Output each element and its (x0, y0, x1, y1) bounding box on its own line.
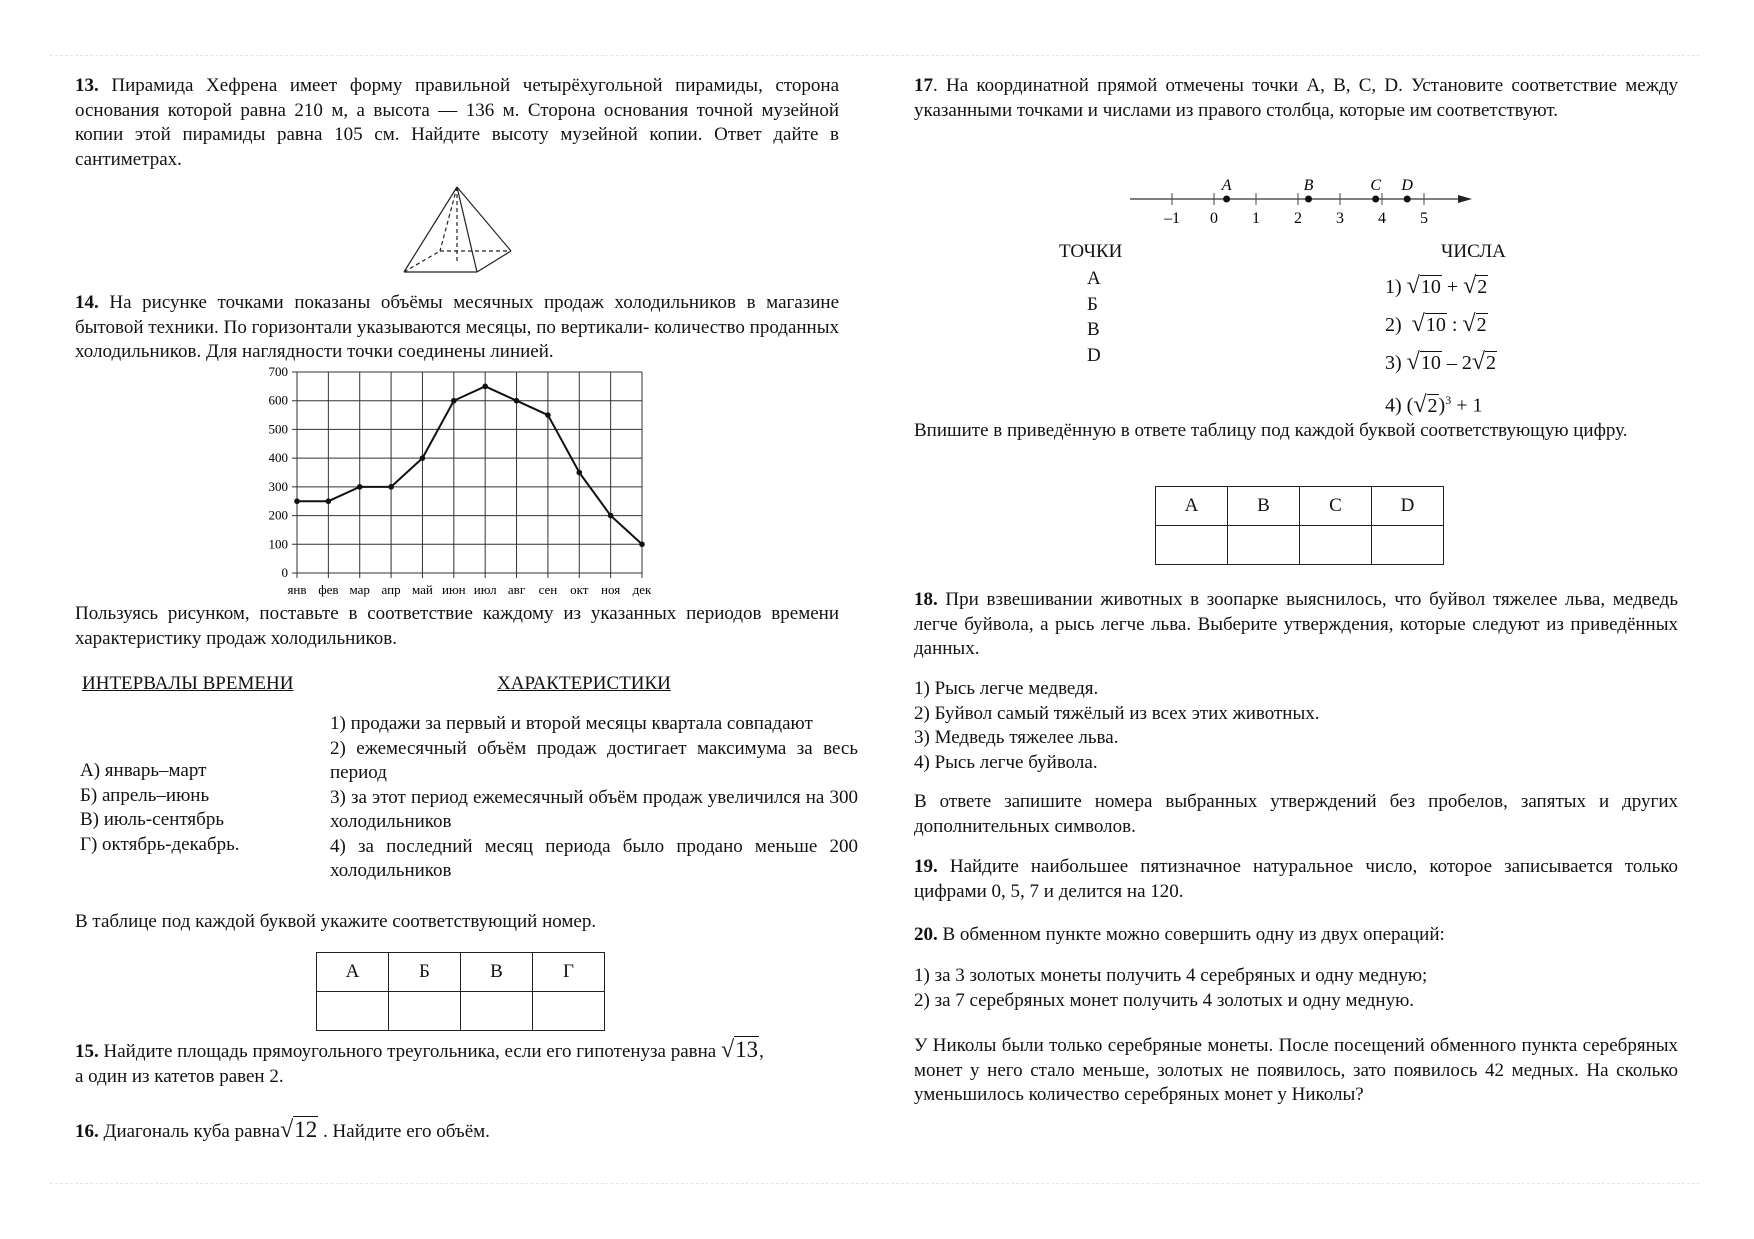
y-tick-label: 200 (268, 507, 288, 523)
table-header: Г (533, 953, 605, 992)
page-edge-bottom (50, 1183, 1700, 1184)
data-point (420, 455, 426, 461)
statement-option: 4) Рысь легче буйвола. (914, 751, 1098, 773)
statement-option: 2) Буйвол самый тяжёлый из всех этих животных. (914, 702, 1320, 724)
interval-item: Б) апрель–июнь (80, 784, 210, 806)
problem-text: Диагональ куба равна (103, 1121, 281, 1142)
x-tick-label: апр (381, 582, 401, 597)
problem-text: . На координатной прямой отмечены точки A, B, C, D. Установите соответствие между указанными точками и числами из правого столбца, которые им соответствуют. (914, 75, 1678, 121)
intervals-header: ИНТЕРВАЛЫ ВРЕМЕНИ (82, 673, 294, 694)
problem-text: При взвешивании животных в зоопарке выяснилось, что буйвол тяжелее льва, медведь легче буйвола, а рысь легче льва. Выберите утверждения, которые следуют из приведённых данных. (914, 589, 1679, 659)
x-tick-label: мар (349, 582, 370, 597)
answer-table-17 (1155, 486, 1444, 565)
problem-text: Пирамида Хефрена имеет форму правильной четырёхугольной пирамиды, сторона основания которой равна 210 м, а высота — 136 м. Сторона основания точной музейной копии этой пирамиды равна 105 см. Найдите высоту музейной копии. Ответ дайте в сантиметрах. (75, 75, 839, 170)
x-tick-label: фев (318, 582, 339, 597)
problem-16 (75, 1118, 839, 1145)
option-number: 3) (1385, 352, 1402, 374)
point-letter: А (1087, 268, 1101, 289)
intervals-list (80, 759, 240, 857)
operator: : (1451, 314, 1458, 336)
table-header: А (317, 953, 389, 992)
radicand: 2 (1476, 314, 1487, 336)
characteristics-list (330, 712, 858, 884)
interval-item: А) январь–март (80, 760, 207, 781)
axis-tick-label: 3 (1336, 210, 1344, 227)
problem-text: , (759, 1041, 764, 1062)
data-point (576, 470, 582, 476)
characteristic-item: 1) продажи за первый и второй месяцы квартала совпадают (330, 713, 813, 734)
number-option: 3) √10 – 2√2 (1385, 349, 1497, 375)
x-tick-label: дек (632, 582, 652, 597)
data-point (639, 541, 645, 547)
problem-number: 19. (914, 856, 938, 877)
problem-18-options (914, 677, 1678, 775)
data-point (482, 384, 488, 390)
radicand: 2 (1486, 352, 1497, 374)
radicand: 2 (1477, 276, 1488, 298)
data-point (357, 484, 363, 490)
sales-line-chart (260, 360, 660, 600)
problem-20-text: У Николы были только серебряные монеты. После посещений обменного пункта серебряных монет у него стало меньше, золотых не появилось, зато появилось 42 медных. На сколько уменьшилось количество серебряных монет у Николы? (914, 1035, 1678, 1105)
axis-tick-label: 4 (1378, 210, 1386, 227)
interval-item: Г) октябрь-декабрь. (80, 833, 240, 855)
problem-text: На рисунке точками показаны объёмы месячных продаж холодильников в магазине бытовой техники. По горизонтали указываются месяцы, по вертикали- количество проданных холодильников. Для наглядности точки соединены линией. (75, 292, 840, 362)
number-option: 4) $(√2)^3 + 1$ (1385, 391, 1483, 418)
problem-number: 20. (914, 924, 938, 945)
x-tick-label: июл (473, 582, 497, 597)
problem-text: В обменном пункте можно совершить одну из двух операций: (942, 924, 1445, 945)
point-marker (1305, 196, 1312, 203)
problem-20-options (914, 964, 1678, 1013)
radicand: 10 (1420, 276, 1441, 298)
sqrt-expression: √13 (721, 1037, 759, 1063)
radicand: 10 (1425, 314, 1446, 336)
characteristics-header: ХАРАКТЕРИСТИКИ (497, 673, 671, 694)
data-point (608, 513, 614, 519)
statement-option: 1) Рысь легче медведя. (914, 678, 1099, 699)
data-point (451, 398, 457, 404)
numbers-header: ЧИСЛА (1441, 241, 1506, 262)
answer-cell[interactable] (461, 992, 533, 1031)
table-header: D (1372, 487, 1444, 526)
problem-20 (914, 923, 1678, 948)
number-line (1120, 170, 1480, 232)
option-number: 2) (1385, 314, 1402, 336)
answer-cell[interactable] (1300, 526, 1372, 565)
data-point (326, 498, 332, 504)
table-header: В (461, 953, 533, 992)
exponent: 3 (1445, 393, 1452, 407)
point-marker (1404, 196, 1411, 203)
axis-tick-label: 5 (1420, 210, 1428, 227)
number-option: 1) √10 + √2 (1385, 273, 1488, 299)
points-header: ТОЧКИ (1059, 241, 1123, 262)
radicand: 10 (1420, 352, 1441, 374)
point-label: D (1401, 177, 1413, 194)
axis-tick-label: –1 (1164, 210, 1180, 227)
statement-option: 3) Медведь тяжелее льва. (914, 727, 1119, 748)
problem-19 (914, 855, 1678, 904)
y-tick-label: 500 (268, 421, 288, 437)
answer-table-14 (316, 952, 605, 1031)
answer-cell[interactable] (389, 992, 461, 1031)
operator: – 2 (1446, 352, 1472, 374)
operator: + 1 (1456, 394, 1483, 417)
table-header: A (1156, 487, 1228, 526)
problem-14 (75, 291, 839, 365)
number-option: 2) √10 : √2 (1385, 311, 1487, 337)
point-marker (1223, 196, 1230, 203)
problem-number: 15. (75, 1041, 99, 1062)
point-label: A (1221, 177, 1232, 194)
point-letter: Б (1087, 293, 1098, 315)
point-marker (1372, 196, 1379, 203)
problem-13 (75, 74, 839, 172)
problem-17 (914, 74, 1678, 123)
axis-tick-label: 0 (1210, 210, 1218, 227)
x-tick-label: окт (570, 582, 589, 597)
operation-option: 2) за 7 серебряных монет получить 4 золотых и одну медную. (914, 989, 1415, 1011)
numbers-list (1385, 268, 1497, 425)
point-letter: D (1087, 344, 1101, 366)
answer-cell[interactable] (1372, 526, 1444, 565)
y-tick-label: 300 (268, 478, 288, 494)
point-label: B (1303, 177, 1314, 194)
answer-cell[interactable] (1228, 526, 1300, 565)
table-header: C (1300, 487, 1372, 526)
point-label: C (1370, 177, 1382, 194)
radicand: 13 (735, 1037, 759, 1062)
x-tick-label: май (412, 582, 433, 597)
problem-text: а один из катетов равен 2. (75, 1065, 284, 1087)
characteristic-item: 2) ежемесячный объём продаж достигает максимума за весь период (330, 737, 858, 783)
answer-cell[interactable] (317, 992, 389, 1031)
table-instruction: В таблице под каждой буквой укажите соответствующий номер. (75, 911, 597, 932)
problem-number: 14. (75, 292, 99, 313)
x-tick-label: авг (507, 582, 526, 597)
y-tick-label: 700 (268, 364, 288, 379)
characteristic-item: 4) за последний месяц периода было продано меньше 200 холодильников (330, 835, 858, 881)
interval-item: В) июль-сентябрь (80, 809, 225, 830)
problem-text: Найдите площадь прямоугольного треугольника, если его гипотенуза равна (103, 1041, 717, 1062)
problem-18 (914, 588, 1678, 662)
y-tick-label: 600 (268, 392, 288, 408)
problem-18-instruction: В ответе запишите номера выбранных утверждений без пробелов, запятых и других дополнительных символов. (914, 791, 1678, 837)
y-tick-label: 100 (268, 536, 288, 552)
data-point (514, 398, 520, 404)
operation-option: 1) за 3 золотых монеты получить 4 серебряных и одну медную; (914, 965, 1428, 986)
point-letter: В (1087, 319, 1100, 340)
table-header: Б (389, 953, 461, 992)
axis-tick-label: 1 (1252, 210, 1260, 227)
data-point (545, 412, 551, 418)
axis-arrow (1458, 195, 1472, 203)
answer-cell[interactable] (533, 992, 605, 1031)
radicand: 12 (294, 1117, 318, 1142)
option-number: 4) (1385, 394, 1402, 417)
problem-15 (75, 1038, 839, 1089)
answer-cell[interactable] (1156, 526, 1228, 565)
point-letters (1087, 266, 1101, 368)
problem-text: . Найдите его объём. (323, 1121, 490, 1142)
x-tick-label: сен (538, 582, 558, 597)
axis-tick-label: 2 (1294, 210, 1302, 227)
problem-number: 16. (75, 1121, 99, 1142)
problem-14-instruction: Пользуясь рисунком, поставьте в соответствие каждому из указанных периодов времени характеристику продаж холодильников. (75, 603, 839, 649)
table-header: B (1228, 487, 1300, 526)
series-line (297, 386, 642, 544)
sqrt-expression: √12 (280, 1117, 318, 1143)
problem-number: 13. (75, 75, 99, 96)
problem-text: Найдите наибольшее пятизначное натуральное число, которое записывается только цифрами 0, 5, 7 и делится на 120. (914, 856, 1679, 902)
radicand: 2 (1427, 394, 1438, 417)
x-tick-label: ноя (601, 582, 621, 597)
y-tick-label: 400 (268, 450, 288, 466)
problem-number: 17 (914, 75, 933, 96)
characteristic-item: 3) за этот период ежемесячный объём продаж увеличился на 300 холодильников (330, 786, 858, 832)
data-point (294, 498, 300, 504)
x-tick-label: июн (441, 582, 466, 597)
page-edge-top (50, 55, 1700, 56)
x-tick-label: янв (287, 582, 307, 597)
operator: + (1446, 276, 1459, 298)
y-tick-label: 0 (281, 565, 288, 580)
pyramid-figure (400, 184, 515, 276)
option-number: 1) (1385, 276, 1402, 298)
data-point (388, 484, 394, 490)
problem-17-instruction: Впишите в приведённую в ответе таблицу под каждой буквой соответствующую цифру. (914, 420, 1628, 441)
problem-number: 18. (914, 589, 938, 610)
